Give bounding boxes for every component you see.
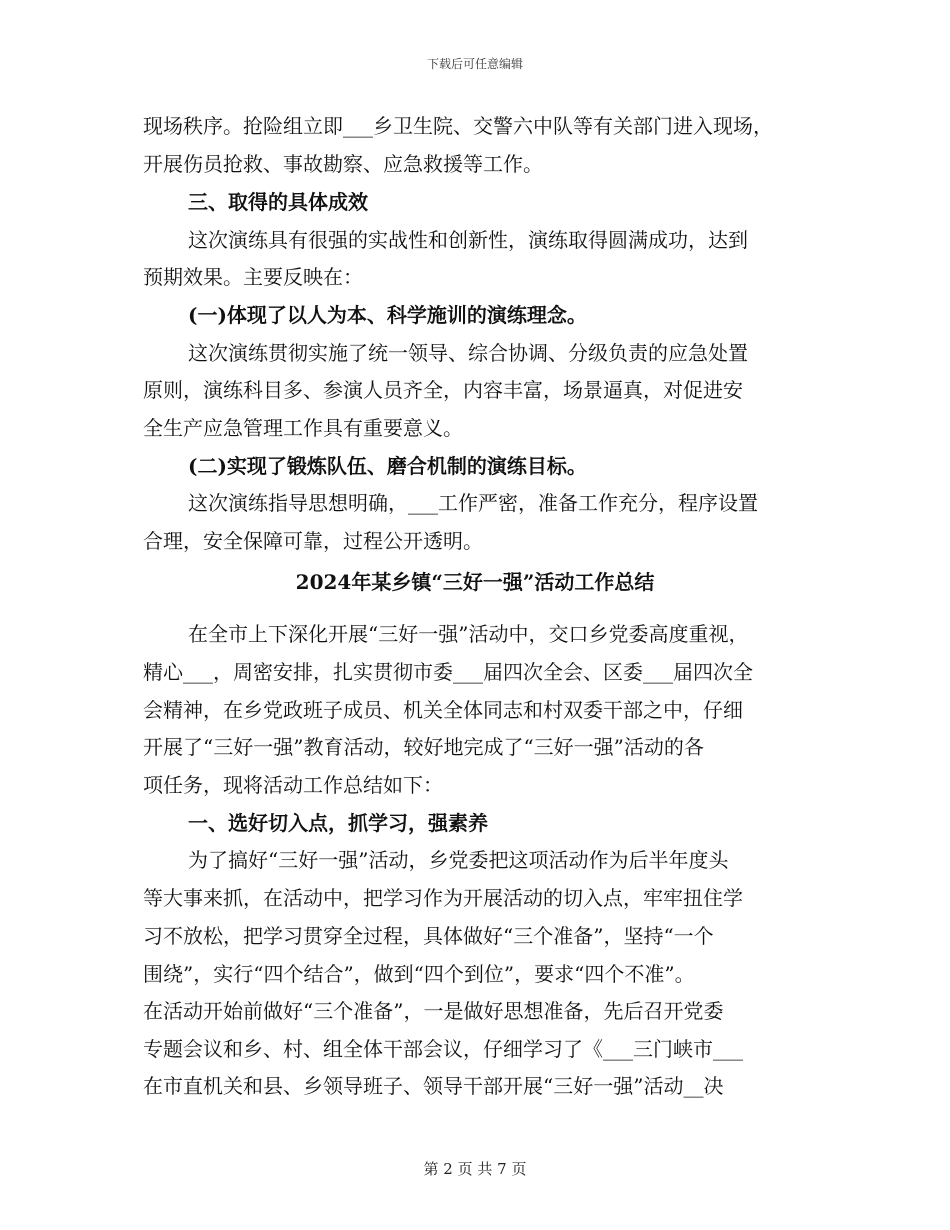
- body-line: 精心___，周密安排，扎实贯彻市委___届四次全会、区委___届四次全: [143, 660, 753, 684]
- body-line: 在活动开始前做好“三个准备”，一是做好思想准备，先后召开党委: [143, 999, 724, 1023]
- body-line: 在市直机关和县、乡领导班子、领导干部开展“三好一强”活动__决: [143, 1074, 724, 1098]
- subsection-heading: (二)实现了锻炼队伍、磨合机制的演练目标。: [188, 454, 587, 478]
- section-heading: 一、选好切入点，抓学习，强素养: [188, 811, 488, 835]
- body-line: 围绕”，实行“四个结合”，做到“四个到位”，要求“四个不准”。: [143, 962, 695, 986]
- body-line: 习不放松，把学习贯穿全过程，具体做好“三个准备”，坚持“一个: [143, 924, 714, 948]
- body-line: 预期效果。主要反映在：: [143, 265, 363, 289]
- body-line: 合理，安全保障可靠，过程公开透明。: [143, 529, 483, 553]
- body-line: 原则，演练科目多、参演人员齐全，内容丰富，场景逼真，对促进安: [143, 378, 743, 402]
- body-line: 为了搞好“三好一强”活动，乡党委把这项活动作为后半年度头: [188, 848, 729, 872]
- header-note: 下载后可任意编辑: [426, 57, 523, 71]
- page-number: 第 2 页 共 7 页: [423, 1160, 527, 1178]
- body-line: 这次演练贯彻实施了统一领导、综合协调、分级负责的应急处置: [188, 341, 748, 365]
- body-line: 会精神，在乡党政班子成员、机关全体同志和村双委干部之中，仔细: [143, 698, 743, 722]
- section-heading: 三、取得的具体成效: [188, 190, 368, 214]
- document-title: 2024年某乡镇“三好一强”活动工作总结: [295, 570, 655, 594]
- body-line: 开展伤员抢救、事故勘察、应急救援等工作。: [143, 152, 543, 176]
- body-line: 等大事来抓，在活动中，把学习作为开展活动的切入点，牢牢扭住学: [143, 886, 743, 910]
- body-line: 全生产应急管理工作具有重要意义。: [143, 416, 463, 440]
- body-line: 这次演练指导思想明确，___工作严密，准备工作充分，程序设置: [188, 491, 758, 515]
- body-line: 开展了“三好一强”教育活动，较好地完成了“三好一强”活动的各: [143, 735, 704, 759]
- body-line: 专题会议和乡、村、组全体干部会议，仔细学习了《___三门峡市___: [143, 1037, 743, 1061]
- body-line: 现场秩序。抢险组立即___乡卫生院、交警六中队等有关部门进入现场，: [143, 114, 773, 138]
- body-line: 项任务，现将活动工作总结如下：: [143, 773, 443, 797]
- subsection-heading: (一)体现了以人为本、科学施训的演练理念。: [188, 303, 587, 327]
- body-line: 这次演练具有很强的实战性和创新性，演练取得圆满成功，达到: [188, 228, 748, 252]
- body-line: 在全市上下深化开展“三好一强”活动中，交口乡党委高度重视，: [188, 622, 749, 646]
